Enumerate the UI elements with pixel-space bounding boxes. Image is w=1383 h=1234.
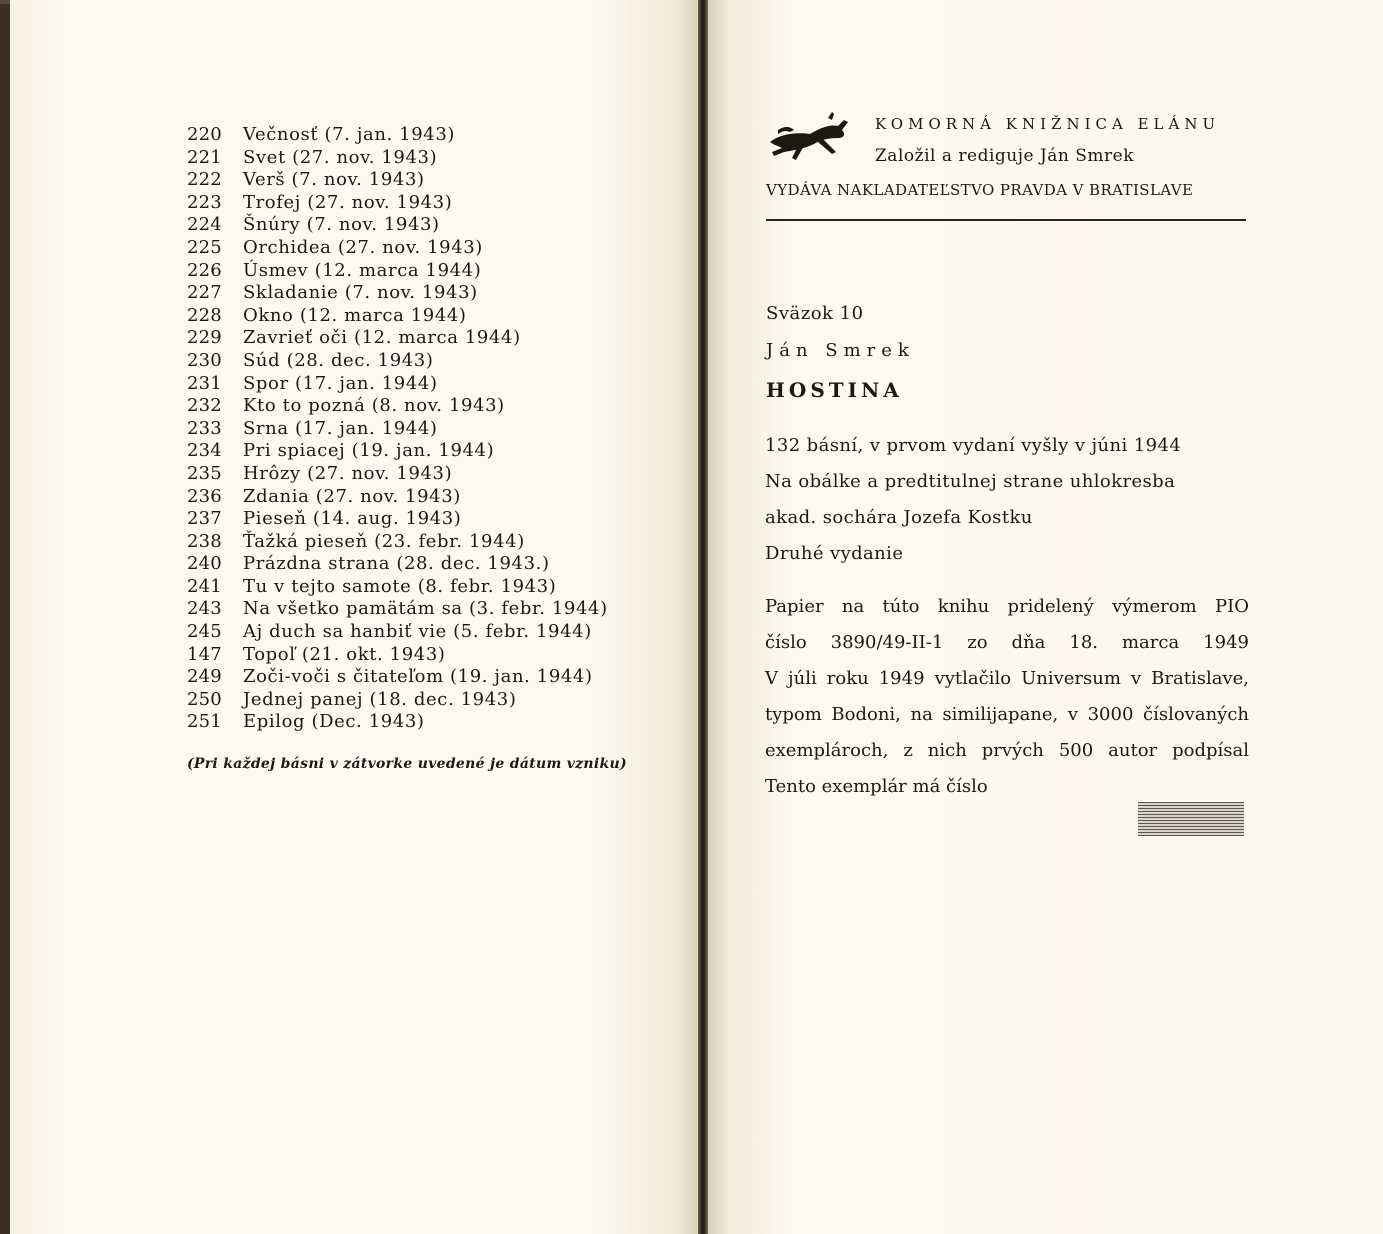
page-number: 221 bbox=[187, 146, 222, 168]
print-line: exemplároch, z nich prvých 500 autor podpísal bbox=[765, 740, 1249, 761]
poem-title: Súd (28. dec. 1943) bbox=[243, 349, 434, 371]
author-name: Ján Smrek bbox=[766, 340, 915, 361]
publisher-line: VYDÁVA NAKLADATEĽSTVO PRAVDA V BRATISLAVE bbox=[766, 181, 1194, 199]
poem-title: Večnosť (7. jan. 1943) bbox=[243, 124, 455, 145]
page-number: 237 bbox=[187, 508, 222, 530]
print-info bbox=[765, 589, 1249, 805]
contents-row bbox=[187, 350, 608, 373]
contents-row bbox=[187, 508, 608, 531]
page-number: 229 bbox=[187, 327, 222, 349]
poem-title: Pri spiacej (19. jan. 1944) bbox=[243, 440, 495, 462]
page-number: 220 bbox=[187, 124, 222, 145]
poem-title: Hrôzy (27. nov. 1943) bbox=[243, 462, 453, 484]
contents-row bbox=[187, 440, 608, 463]
divider-rule bbox=[766, 219, 1246, 221]
page-number: 238 bbox=[187, 530, 222, 552]
book-title: HOSTINA bbox=[766, 378, 903, 402]
contents-row bbox=[187, 260, 608, 283]
edition-line: 132 básní, v prvom vydaní vyšly v júni 1944 bbox=[765, 435, 1182, 456]
contents-row bbox=[187, 237, 608, 260]
poem-title: Jednej panej (18. dec. 1943) bbox=[243, 688, 517, 710]
page-number: 243 bbox=[187, 598, 222, 620]
page-number: 231 bbox=[187, 372, 222, 394]
print-line: V júli roku 1949 vytlačilo Universum v Bratislave, bbox=[765, 668, 1249, 689]
poem-title: Epilog (Dec. 1943) bbox=[243, 711, 425, 733]
poem-title: Verš (7. nov. 1943) bbox=[243, 169, 425, 191]
contents-row bbox=[187, 666, 608, 689]
contents-row bbox=[187, 711, 608, 734]
poem-title: Topoľ (21. okt. 1943) bbox=[243, 643, 446, 665]
print-line: číslo 3890/49-II-1 zo dňa 18. marca 1949 bbox=[765, 632, 1249, 653]
page-number: 223 bbox=[187, 191, 222, 213]
poem-title: Svet (27. nov. 1943) bbox=[243, 146, 438, 168]
poem-title: Prázdna strana (28. dec. 1943.) bbox=[243, 553, 550, 575]
edition-line: Na obálke a predtitulnej strane uhlokresba bbox=[765, 471, 1176, 492]
poem-title: Zdania (27. nov. 1943) bbox=[243, 485, 461, 507]
page-number: 226 bbox=[187, 259, 222, 281]
contents-row bbox=[187, 644, 608, 667]
contents-row bbox=[187, 689, 608, 712]
contents-row bbox=[187, 169, 608, 192]
poem-title: Srna (17. jan. 1944) bbox=[243, 417, 438, 439]
contents-row bbox=[187, 327, 608, 350]
contents-row bbox=[187, 463, 608, 486]
print-line: Papier na túto knihu pridelený výmerom PIO bbox=[765, 596, 1249, 617]
poem-title: Kto to pozná (8. nov. 1943) bbox=[243, 395, 505, 417]
poem-title: Spor (17. jan. 1944) bbox=[243, 372, 438, 394]
poem-title: Na všetko pamätám sa (3. febr. 1944) bbox=[243, 598, 608, 620]
edition-info bbox=[765, 428, 1249, 572]
page-number: 236 bbox=[187, 485, 222, 507]
poem-title: Zoči-voči s čitateľom (19. jan. 1944) bbox=[243, 666, 593, 688]
poem-title: Zavrieť oči (12. marca 1944) bbox=[243, 327, 521, 349]
contents-row bbox=[187, 192, 608, 215]
page-number: 147 bbox=[187, 643, 222, 665]
contents-row bbox=[187, 418, 608, 441]
page-number: 224 bbox=[187, 214, 222, 236]
contents-row bbox=[187, 214, 608, 237]
contents-row bbox=[187, 531, 608, 554]
poem-title: Ťažká pieseň (23. febr. 1944) bbox=[243, 530, 525, 552]
contents-row bbox=[187, 621, 608, 644]
page-number: 228 bbox=[187, 304, 222, 326]
poem-title: Orchidea (27. nov. 1943) bbox=[243, 236, 483, 258]
print-line: Tento exemplár má číslo bbox=[765, 776, 988, 797]
poem-title: Trofej (27. nov. 1943) bbox=[243, 191, 453, 213]
page-number: 230 bbox=[187, 349, 222, 371]
page-number: 227 bbox=[187, 282, 222, 304]
page-number: 250 bbox=[187, 688, 222, 710]
poem-title: Skladanie (7. nov. 1943) bbox=[243, 282, 478, 304]
page-number: 241 bbox=[187, 575, 222, 597]
contents-row bbox=[187, 486, 608, 509]
poem-title: Tu v tejto samote (8. febr. 1943) bbox=[243, 575, 557, 597]
contents-row bbox=[187, 576, 608, 599]
poem-title: Pieseň (14. aug. 1943) bbox=[243, 508, 462, 530]
contents-row bbox=[187, 282, 608, 305]
contents-row bbox=[187, 147, 608, 170]
print-line: typom Bodoni, na similijapane, v 3000 číslovaných bbox=[765, 704, 1249, 725]
page-number: 240 bbox=[187, 553, 222, 575]
page-number: 235 bbox=[187, 462, 222, 484]
copy-number-box bbox=[1138, 802, 1244, 836]
volume-number: Sväzok 10 bbox=[766, 303, 864, 324]
contents-row bbox=[187, 305, 608, 328]
edition-line: Druhé vydanie bbox=[765, 543, 904, 564]
contents-list bbox=[187, 124, 608, 734]
series-name: KOMORNÁ KNIŽNICA ELÁNU bbox=[875, 115, 1221, 133]
poem-title: Okno (12. marca 1944) bbox=[243, 304, 467, 326]
page-number: 234 bbox=[187, 440, 222, 462]
date-note: (Pri každej básni v zátvorke uvedené je dátum vzniku) bbox=[187, 756, 627, 772]
contents-row bbox=[187, 373, 608, 396]
poem-title: Aj duch sa hanbiť vie (5. febr. 1944) bbox=[243, 621, 592, 643]
page-number: 233 bbox=[187, 417, 222, 439]
book-gutter bbox=[698, 0, 708, 1234]
contents-row bbox=[187, 124, 608, 147]
founder-line: Založil a rediguje Ján Smrek bbox=[875, 146, 1135, 166]
page-number: 249 bbox=[187, 666, 222, 688]
edition-line: akad. sochára Jozefa Kostku bbox=[765, 507, 1033, 528]
page-number: 225 bbox=[187, 236, 222, 258]
page-number: 245 bbox=[187, 621, 222, 643]
poem-title: Šnúry (7. nov. 1943) bbox=[243, 214, 440, 236]
page-number: 222 bbox=[187, 169, 222, 191]
contents-row bbox=[187, 598, 608, 621]
poem-title: Úsmev (12. marca 1944) bbox=[243, 259, 482, 281]
contents-row bbox=[187, 395, 608, 418]
running-deer-icon bbox=[766, 112, 852, 164]
page-number: 251 bbox=[187, 711, 222, 733]
contents-row bbox=[187, 553, 608, 576]
page-number: 232 bbox=[187, 395, 222, 417]
